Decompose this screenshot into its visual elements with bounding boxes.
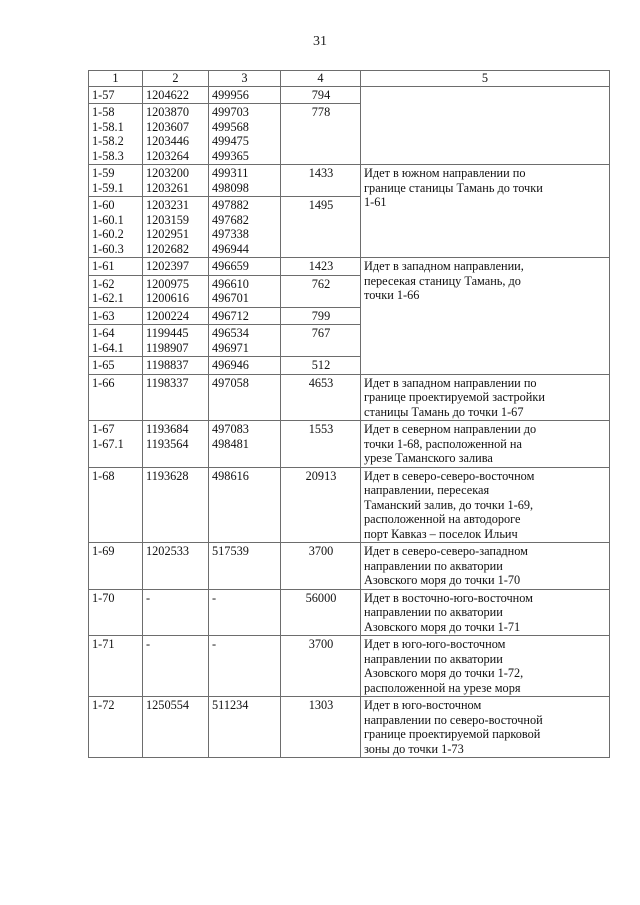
table-row (89, 165, 610, 197)
header-x: 2 (143, 71, 209, 87)
length-cell: 767 (281, 325, 361, 357)
x-coordinate-cell-line: 1198837 (146, 358, 189, 372)
length-cell: 1433 (281, 165, 361, 197)
x-coordinate-cell (143, 258, 209, 276)
x-coordinate-cell-line: 1203200 (146, 166, 190, 180)
description-line: Азовского моря до точки 1-70 (364, 573, 521, 587)
x-coordinate-cell (143, 307, 209, 325)
description-line: границе проектируемой застройки (364, 390, 545, 404)
x-coordinate-cell-line: 1202397 (146, 259, 190, 273)
description-line: зоны до точки 1-73 (364, 741, 464, 756)
table-body (89, 86, 610, 758)
y-coordinate-cell-line: 511234 (212, 698, 249, 712)
length-cell: 778 (281, 104, 361, 165)
x-coordinate-cell (143, 374, 209, 421)
x-coordinate-cell-line: 1193628 (146, 468, 189, 483)
point-number-cell-line: 1-60.3 (92, 241, 124, 256)
x-coordinate-cell-line: 1203231 (146, 198, 190, 212)
y-coordinate-cell (209, 636, 281, 697)
x-coordinate-cell-line: 1203159 (146, 212, 190, 227)
y-coordinate-cell-line: 497338 (212, 227, 249, 241)
x-coordinate-cell-line: 1198907 (146, 340, 189, 355)
y-coordinate-cell-line: 496701 (212, 291, 249, 305)
description-line: 1-61 (364, 195, 387, 209)
point-number-cell-line: 1-70 (92, 590, 115, 605)
table-row (89, 467, 610, 543)
y-coordinate-cell-line: 498616 (212, 468, 249, 483)
header-description: 5 (361, 71, 610, 87)
description-cell (361, 697, 610, 758)
length-cell: 512 (281, 357, 361, 375)
description-cell (361, 421, 610, 468)
y-coordinate-cell-line: 499311 (212, 166, 249, 180)
point-number-cell-line: 1-60.2 (92, 227, 124, 241)
description-line: Идет в северном направлении до (364, 422, 537, 436)
description-cell (361, 165, 610, 258)
x-coordinate-cell (143, 467, 209, 543)
y-coordinate-cell (209, 325, 281, 357)
length-cell: 1423 (281, 258, 361, 276)
table-row (89, 543, 610, 590)
description-line: Идет в западном направлении, (364, 259, 524, 273)
point-number-cell-line: 1-58 (92, 105, 115, 119)
description-cell (361, 543, 610, 590)
y-coordinate-cell (209, 421, 281, 468)
length-cell: 3700 (281, 543, 361, 590)
point-number-cell (89, 636, 143, 697)
x-coordinate-cell (143, 165, 209, 197)
y-coordinate-cell-line: 517539 (212, 544, 249, 558)
x-coordinate-cell (143, 543, 209, 590)
point-number-cell-line: 1-61 (92, 259, 115, 273)
x-coordinate-cell-line: 1200975 (146, 276, 190, 291)
boundary-table (88, 70, 610, 758)
description-line: Идет в северо-северо-западном (364, 544, 528, 558)
point-number-cell-line: 1-60.1 (92, 212, 124, 227)
description-line: урезе Таманского залива (364, 451, 493, 465)
point-number-cell (89, 86, 143, 104)
x-coordinate-cell (143, 197, 209, 258)
description-line: Идет в восточно-юго-восточном (364, 590, 533, 605)
table-row (89, 86, 610, 104)
x-coordinate-cell (143, 421, 209, 468)
point-number-cell (89, 374, 143, 421)
point-number-cell-line: 1-62.1 (92, 291, 124, 305)
point-number-cell-line: 1-64.1 (92, 340, 124, 355)
description-line: расположенной на урезе моря (364, 680, 521, 695)
table-row (89, 258, 610, 276)
point-number-cell (89, 165, 143, 197)
description-line: Таманский залив, до точки 1-69, (364, 497, 534, 512)
point-number-cell (89, 589, 143, 636)
y-coordinate-cell-line: 499365 (212, 148, 249, 163)
x-coordinate-cell (143, 697, 209, 758)
y-coordinate-cell-line: 499956 (212, 87, 249, 102)
y-coordinate-cell-line: 496944 (212, 241, 249, 256)
description-line: направлении, пересекая (364, 483, 490, 497)
point-number-cell (89, 197, 143, 258)
description-line: направлении по акватории (364, 651, 503, 666)
point-number-cell-line: 1-67 (92, 422, 115, 436)
y-coordinate-cell (209, 307, 281, 325)
description-line: расположенной на автодороге (364, 512, 521, 526)
description-line: направлении по северо-восточной (364, 712, 543, 727)
length-cell: 3700 (281, 636, 361, 697)
y-coordinate-cell-line: 496946 (212, 358, 249, 372)
point-number-cell-line: 1-57 (92, 87, 115, 102)
y-coordinate-cell (209, 275, 281, 307)
description-line: Азовского моря до точки 1-71 (364, 619, 521, 634)
y-coordinate-cell (209, 165, 281, 197)
length-cell: 56000 (281, 589, 361, 636)
x-coordinate-cell-line: 1203264 (146, 148, 190, 163)
table-row (89, 589, 610, 636)
y-coordinate-cell-line: - (212, 590, 217, 605)
description-cell (361, 374, 610, 421)
point-number-cell-line: 1-62 (92, 276, 115, 291)
point-number-cell (89, 543, 143, 590)
description-line: Идет в юго-восточном (364, 698, 482, 712)
description-line: Идет в юго-юго-восточном (364, 637, 506, 651)
table-row (89, 636, 610, 697)
point-number-cell-line: 1-66 (92, 375, 115, 390)
x-coordinate-cell (143, 325, 209, 357)
y-coordinate-cell-line: 497058 (212, 375, 249, 390)
point-number-cell (89, 275, 143, 307)
description-line: пересекая станицу Тамань, до (364, 273, 521, 288)
length-cell: 1553 (281, 421, 361, 468)
y-coordinate-cell-line: 497882 (212, 198, 249, 212)
point-number-cell-line: 1-60 (92, 198, 115, 212)
y-coordinate-cell-line: 496712 (212, 308, 249, 323)
y-coordinate-cell-line: 496610 (212, 276, 249, 291)
description-cell (361, 589, 610, 636)
point-number-cell-line: 1-63 (92, 308, 115, 323)
y-coordinate-cell-line: 499703 (212, 105, 249, 119)
description-line: направлении по акватории (364, 558, 503, 573)
point-number-cell-line: 1-72 (92, 698, 115, 712)
point-number-cell (89, 467, 143, 543)
x-coordinate-cell-line: 1202951 (146, 227, 190, 241)
x-coordinate-cell-line: 1203446 (146, 134, 190, 148)
description-line: границе станицы Тамань до точки (364, 180, 543, 195)
y-coordinate-cell (209, 357, 281, 375)
y-coordinate-cell (209, 697, 281, 758)
point-number-cell (89, 325, 143, 357)
y-coordinate-cell-line: 499475 (212, 134, 249, 148)
x-coordinate-cell-line: 1200224 (146, 308, 190, 323)
x-coordinate-cell (143, 86, 209, 104)
y-coordinate-cell-line: 496659 (212, 259, 249, 273)
description-line: Азовского моря до точки 1-72, (364, 666, 524, 680)
point-number-cell (89, 258, 143, 276)
description-cell (361, 258, 610, 375)
header-length: 4 (281, 71, 361, 87)
header-y: 3 (209, 71, 281, 87)
length-cell: 20913 (281, 467, 361, 543)
length-cell: 799 (281, 307, 361, 325)
point-number-cell-line: 1-64 (92, 326, 115, 340)
point-number-cell (89, 697, 143, 758)
x-coordinate-cell-line: 1193564 (146, 436, 189, 451)
length-cell: 794 (281, 86, 361, 104)
description-cell (361, 467, 610, 543)
y-coordinate-cell-line: 496534 (212, 326, 249, 340)
x-coordinate-cell (143, 589, 209, 636)
length-cell: 4653 (281, 374, 361, 421)
point-number-cell-line: 1-69 (92, 544, 115, 558)
x-coordinate-cell (143, 636, 209, 697)
table-row (89, 374, 610, 421)
x-coordinate-cell-line: 1203870 (146, 105, 190, 119)
x-coordinate-cell-line: 1193684 (146, 422, 189, 436)
y-coordinate-cell-line: 498098 (212, 180, 249, 195)
description-line: границе проектируемой парковой (364, 727, 541, 741)
description-line: точки 1-66 (364, 288, 420, 302)
y-coordinate-cell (209, 374, 281, 421)
x-coordinate-cell-line: 1204622 (146, 87, 190, 102)
x-coordinate-cell (143, 104, 209, 165)
table-row (89, 421, 610, 468)
description-line: Идет в северо-северо-восточном (364, 468, 535, 483)
point-number-cell-line: 1-58.2 (92, 134, 124, 148)
x-coordinate-cell-line: - (146, 590, 151, 605)
x-coordinate-cell (143, 357, 209, 375)
description-cell (361, 86, 610, 165)
y-coordinate-cell-line: 497682 (212, 212, 249, 227)
y-coordinate-cell (209, 197, 281, 258)
y-coordinate-cell (209, 467, 281, 543)
description-line: направлении по акватории (364, 605, 503, 619)
x-coordinate-cell-line: 1200616 (146, 291, 190, 305)
x-coordinate-cell-line: 1198337 (146, 375, 189, 390)
point-number-cell-line: 1-68 (92, 468, 115, 483)
length-cell: 1495 (281, 197, 361, 258)
x-coordinate-cell-line: 1203261 (146, 180, 190, 195)
header-point: 1 (89, 71, 143, 87)
length-cell: 762 (281, 275, 361, 307)
description-cell (361, 636, 610, 697)
length-cell: 1303 (281, 697, 361, 758)
table-row (89, 697, 610, 758)
point-number-cell-line: 1-71 (92, 637, 115, 651)
y-coordinate-cell-line: 497083 (212, 422, 249, 436)
point-number-cell-line: 1-59 (92, 166, 115, 180)
description-line: точки 1-68, расположенной на (364, 436, 522, 451)
table-header-row (89, 71, 610, 87)
x-coordinate-cell-line: - (146, 637, 151, 651)
y-coordinate-cell (209, 104, 281, 165)
x-coordinate-cell-line: 1199445 (146, 326, 189, 340)
y-coordinate-cell (209, 543, 281, 590)
point-number-cell (89, 357, 143, 375)
point-number-cell (89, 421, 143, 468)
description-line: станицы Тамань до точки 1-67 (364, 404, 524, 419)
point-number-cell (89, 307, 143, 325)
page-number: 31 (313, 34, 327, 49)
point-number-cell-line: 1-65 (92, 358, 115, 372)
x-coordinate-cell-line: 1202533 (146, 544, 190, 558)
description-line: Идет в южном направлении по (364, 166, 526, 180)
point-number-cell-line: 1-58.1 (92, 119, 124, 134)
point-number-cell-line: 1-59.1 (92, 180, 124, 195)
x-coordinate-cell (143, 275, 209, 307)
point-number-cell (89, 104, 143, 165)
description-line: Идет в западном направлении по (364, 375, 537, 390)
y-coordinate-cell (209, 258, 281, 276)
y-coordinate-cell-line: 496971 (212, 340, 249, 355)
y-coordinate-cell (209, 86, 281, 104)
y-coordinate-cell-line: 499568 (212, 119, 249, 134)
y-coordinate-cell (209, 589, 281, 636)
description-line: порт Кавказ – поселок Ильич (364, 526, 518, 541)
point-number-cell-line: 1-58.3 (92, 148, 124, 163)
x-coordinate-cell-line: 1250554 (146, 698, 190, 712)
y-coordinate-cell-line: 498481 (212, 436, 249, 451)
point-number-cell-line: 1-67.1 (92, 436, 124, 451)
x-coordinate-cell-line: 1203607 (146, 119, 190, 134)
y-coordinate-cell-line: - (212, 637, 217, 651)
x-coordinate-cell-line: 1202682 (146, 241, 190, 256)
